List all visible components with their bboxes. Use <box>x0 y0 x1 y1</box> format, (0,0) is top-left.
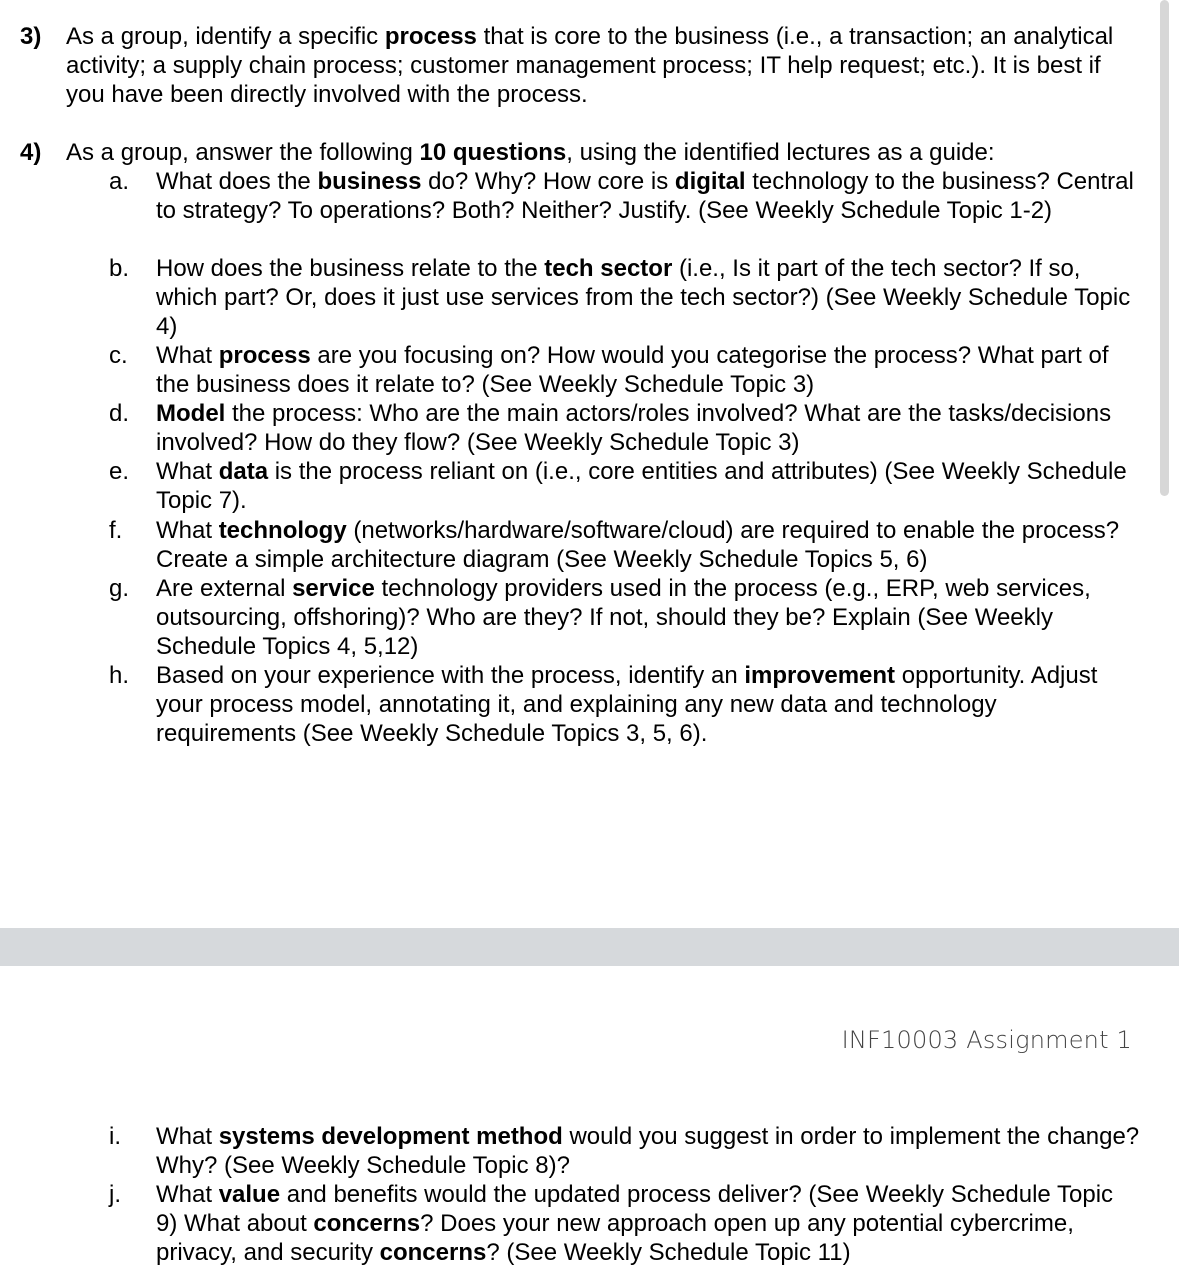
vertical-scrollbar[interactable] <box>1160 0 1169 496</box>
page-break-gap <box>0 928 1179 966</box>
question-3-number: 3) <box>20 23 42 50</box>
question-4-number: 4) <box>20 139 42 166</box>
question-4-text: As a group, answer the following 10 questions, using the identified lectures as a guide: <box>66 139 995 166</box>
assignment-footer: INF10003 Assignment 1 <box>841 1026 1132 1054</box>
question-3-text: As a group, identify a specific process that is core to the business (i.e., a transaction; an analytical activity; a supply chain process; customer management process; IT help request; etc.). It is best if you have been directly involved with the process. <box>66 23 1114 108</box>
